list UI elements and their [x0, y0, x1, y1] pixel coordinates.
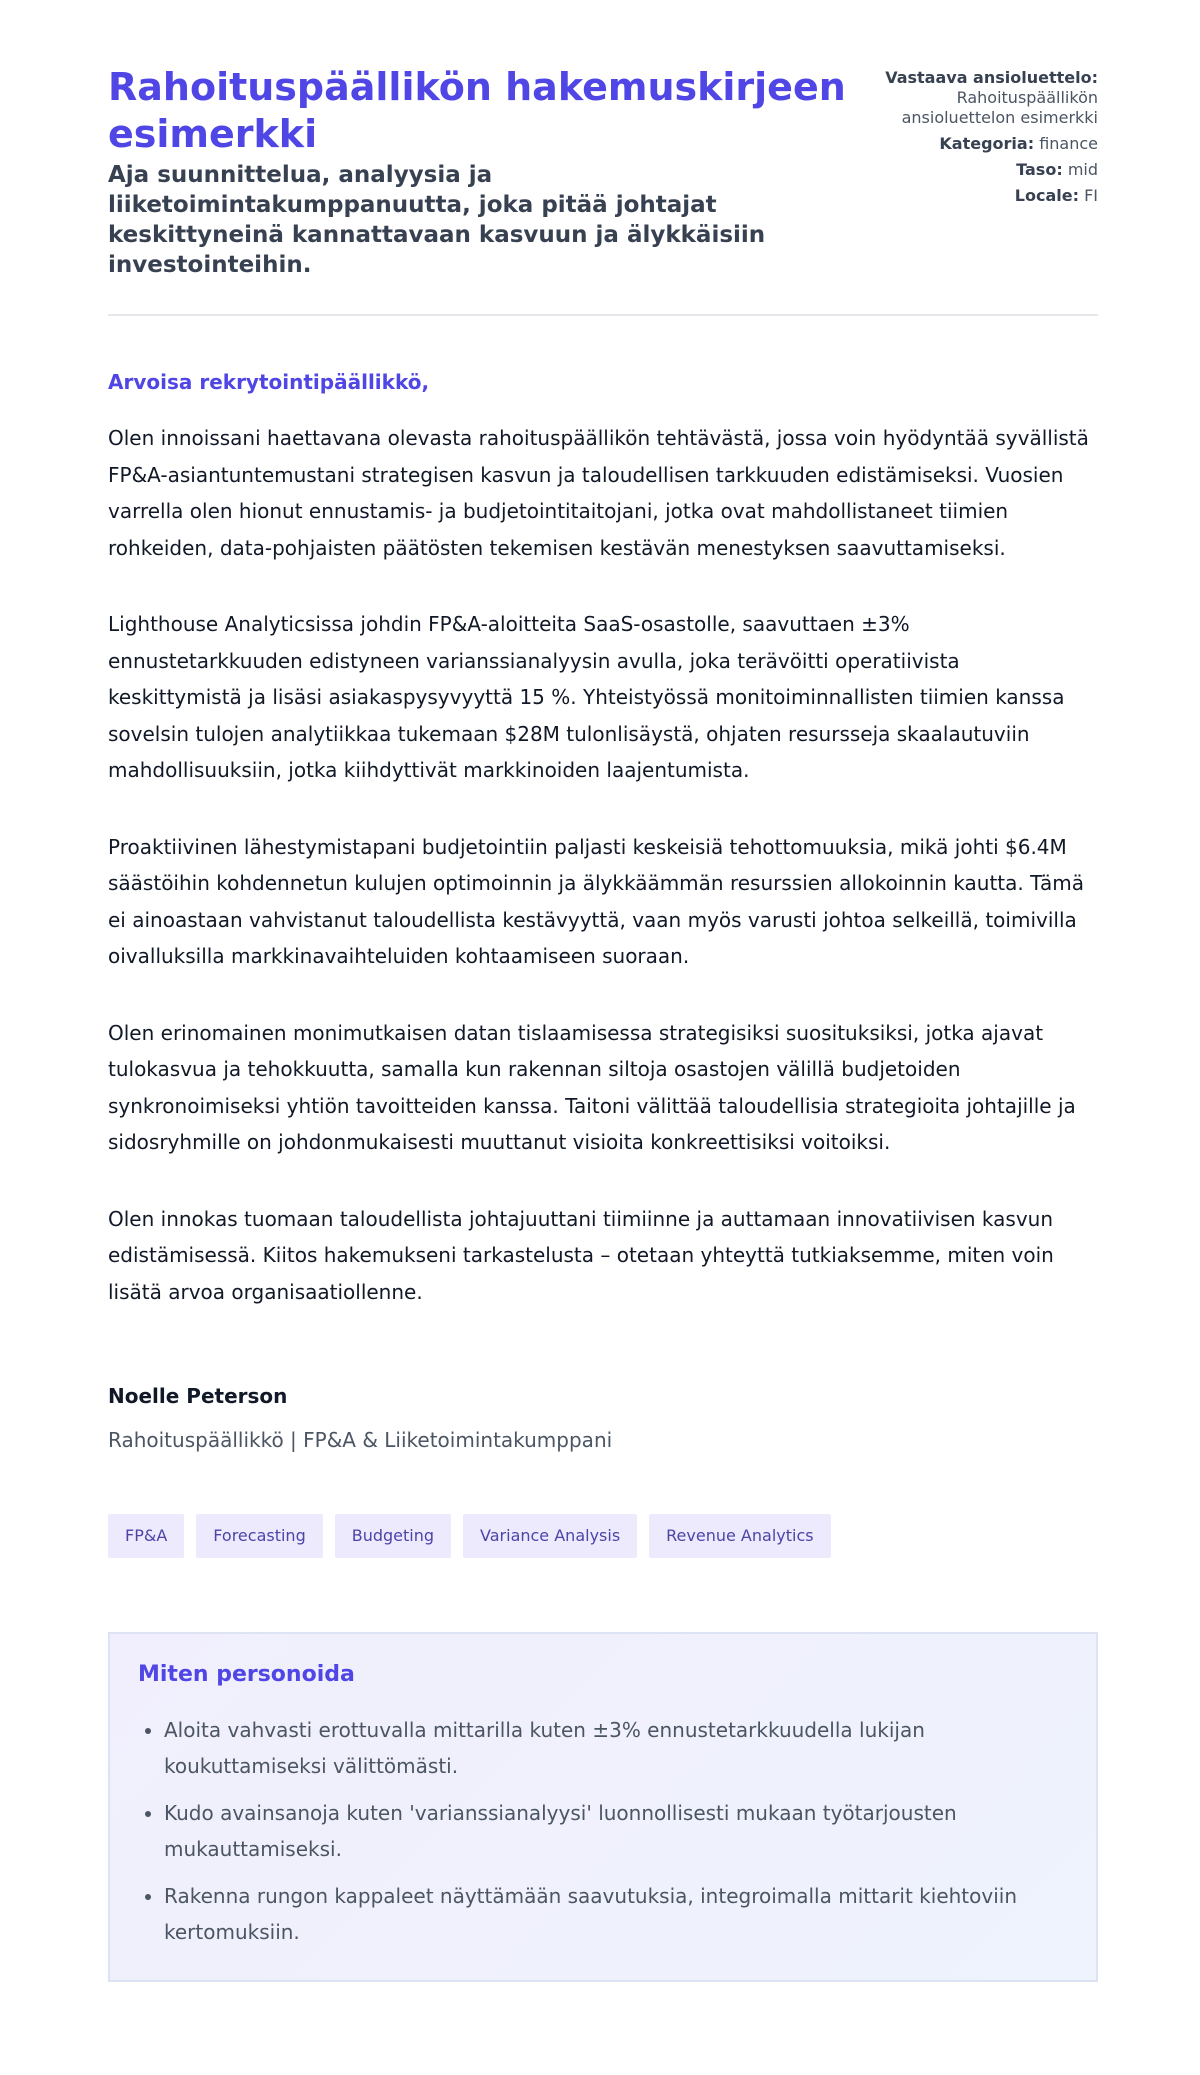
- letter-body: [108, 368, 1098, 1310]
- letter-paragraph-2: Lighthouse Analyticsissa johdin FP&A-aloitteita SaaS-osastolle, saavuttaen ±3% ennustetarkkuuden edistyneen varianssianalyysin avulla, joka terävöitti operatiivista keskittymistä ja lisäsi asiakaspysyvyyttä 15 %. Yhteistyössä monitoiminnallisten tiimien kanssa sovelsin tulojen analytiikkaa tukemaan $28M tulonlisäystä, ohjaten resursseja skaalautuviin mahdollisuuksiin, jotka kiihdyttivät markkinoiden laajentumista.: [108, 612, 1065, 782]
- letter-paragraph-4: Olen erinomainen monimutkaisen datan tislaamisessa strategisiksi suosituksiksi, jotka ajavat tulokasvua ja tehokkuutta, samalla kun rakennan siltoja osastojen välillä budjetoiden synkronoimiseksi yhtiön tavoitteiden kanssa. Taitoni välittää taloudellisia strategioita johtajille ja sidosryhmille on johdonmukaisesti muuttanut visioita konkreettisiksi voitoiksi.: [108, 1020, 1076, 1154]
- personalization-tips-card: [108, 1632, 1098, 1982]
- header-titles: [108, 64, 848, 280]
- letter-paragraph-3: Proaktiivinen lähestymistapani budjetointiin paljasti keskeisiä tehottomuuksia, mikä johti $6.4M säästöihin kohdennetun kulujen optimoinnin ja älykkäämmän resurssien allokoinnin kautta. Tämä ei ainoastaan vahvistanut taloudellista kestävyyttä, vaan myös varusti johtoa selkeillä, toimivilla oivalluksilla markkinavaihteluiden kohtaamiseen suoraan.: [108, 834, 1084, 968]
- meta-panel: [858, 64, 1098, 212]
- page-title: Rahoituspäällikön hakemuskirjeen esimerkki: [108, 65, 846, 156]
- meta-level-value: mid: [1067, 160, 1098, 179]
- page-subtitle: Aja suunnittelua, analyysia ja liiketoimintakumppanuutta, joka pitää johtajat keskittyneinä kannattavaan kasvuun ja älykkäisiin investointeihin.: [108, 162, 766, 278]
- skill-tags: [108, 1514, 1098, 1558]
- page-header: [108, 64, 1098, 316]
- tips-list: [138, 1712, 1068, 1950]
- meta-locale-label: Locale:: [1014, 186, 1079, 205]
- meta-locale: [858, 186, 1098, 206]
- tag-budgeting: Budgeting: [335, 1514, 451, 1558]
- meta-related-resume: [858, 68, 1098, 128]
- salutation: Arvoisa rekrytointipäällikkö,: [108, 370, 430, 394]
- letter-paragraph-1: Olen innoissani haettavana olevasta rahoituspäällikön tehtävästä, jossa voin hyödyntää syvällistä FP&A-asiantuntemustani strategisen kasvun ja taloudellisen tarkkuuden edistämiseksi. Vuosien varrella olen hionut ennustamis- ja budjetointitaitojani, jotka ovat mahdollistaneet tiimien rohkeiden, data-pohjaisten päätösten tekemisen kestävän menestyksen saavuttamiseksi.: [108, 426, 1089, 560]
- signature-block: [108, 1382, 1098, 1454]
- signature-title: Rahoituspäällikkö | FP&A & Liiketoimintakumppani: [108, 1428, 613, 1452]
- signature-name: Noelle Peterson: [108, 1384, 288, 1408]
- tip-item: • Rakenna rungon kappaleet näyttämään saavutuksia, integroimalla mittarit kiehtoviin kertomuksiin.: [164, 1878, 1068, 1950]
- tag-variance-analysis: Variance Analysis: [463, 1514, 637, 1558]
- meta-category: [858, 134, 1098, 154]
- meta-locale-value: FI: [1084, 186, 1098, 205]
- meta-category-value: finance: [1039, 134, 1098, 153]
- tag-forecasting: Forecasting: [196, 1514, 322, 1558]
- meta-resume-label: Vastaava ansioluettelo:: [885, 68, 1098, 87]
- tip-item: • Aloita vahvasti erottuvalla mittarilla kuten ±3% ennustetarkkuudella lukijan koukuttamiseksi välittömästi.: [164, 1712, 1068, 1784]
- tip-item: • Kudo avainsanoja kuten 'varianssianalyysi' luonnollisesti mukaan työtarjousten mukauttamiseksi.: [164, 1795, 1068, 1867]
- meta-category-label: Kategoria:: [939, 134, 1035, 153]
- meta-resume-link[interactable]: Rahoituspäällikön ansioluettelon esimerkki: [901, 88, 1098, 127]
- meta-level: [858, 160, 1098, 180]
- meta-level-label: Taso:: [1016, 160, 1063, 179]
- tag-fpa: FP&A: [108, 1514, 184, 1558]
- letter-paragraph-5: Olen innokas tuomaan taloudellista johtajuuttani tiimiinne ja auttamaan innovatiivisen kasvun edistämisessä. Kiitos hakemukseni tarkastelusta – otetaan yhteyttä tutkiaksemme, miten voin lisätä arvoa organisaatiollenne.: [108, 1206, 1054, 1304]
- tips-title: Miten personoida: [138, 1662, 355, 1687]
- tag-revenue-analytics: Revenue Analytics: [649, 1514, 830, 1558]
- cover-letter-page: [108, 0, 1098, 1982]
